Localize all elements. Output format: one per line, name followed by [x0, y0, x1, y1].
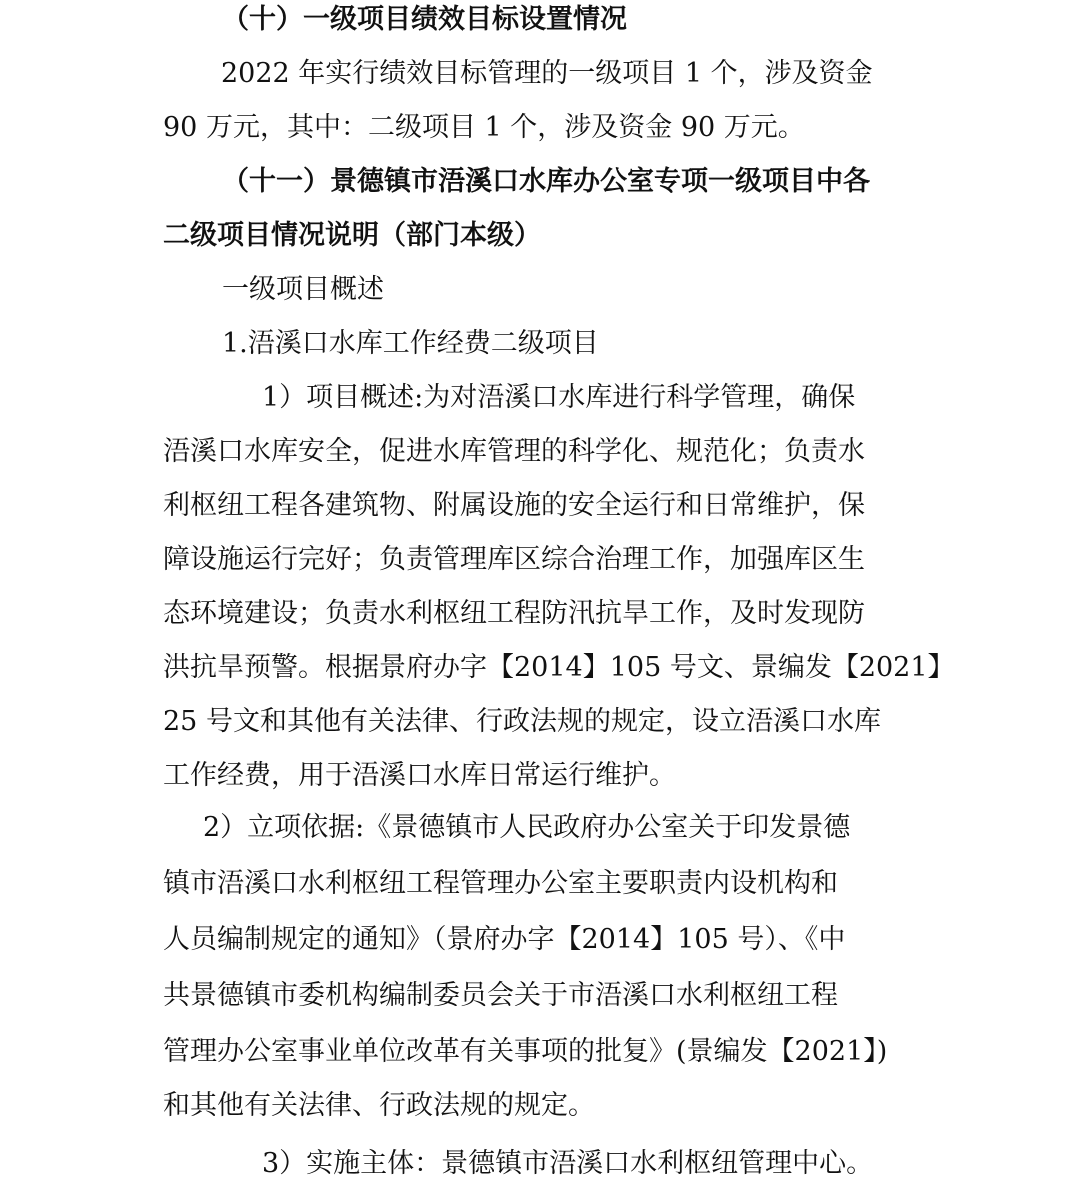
paragraph-line: 1）项目概述:为对浯溪口水库进行科学管理，确保	[262, 382, 856, 413]
paragraph-line: 管理办公室事业单位改革有关事项的批复》(景编发【2021】)	[163, 1036, 888, 1067]
section-heading-11-cont: 二级项目情况说明（部门本级）	[163, 220, 541, 251]
paragraph-line: 工作经费，用于浯溪口水库日常运行维护。	[163, 760, 676, 791]
paragraph-line: 和其他有关法律、行政法规的规定。	[163, 1090, 595, 1121]
paragraph-line: 洪抗旱预警。根据景府办字【2014】105 号文、景编发【2021】	[163, 652, 955, 683]
subheading-project-1: 1.浯溪口水库工作经费二级项目	[222, 328, 599, 359]
paragraph-line: 镇市浯溪口水利枢纽工程管理办公室主要职责内设机构和	[163, 868, 838, 899]
paragraph-line: 90 万元，其中：二级项目 1 个，涉及资金 90 万元。	[163, 112, 805, 143]
paragraph-line: 人员编制规定的通知》（景府办字【2014】105 号）、《中	[163, 924, 846, 955]
paragraph-line: 障设施运行完好；负责管理库区综合治理工作，加强库区生	[163, 544, 865, 575]
subheading-overview: 一级项目概述	[222, 274, 384, 305]
paragraph-line: 态环境建设；负责水利枢纽工程防汛抗旱工作，及时发现防	[163, 598, 865, 629]
paragraph-line: 25 号文和其他有关法律、行政法规的规定，设立浯溪口水库	[163, 706, 881, 737]
paragraph-line: 3）实施主体：景德镇市浯溪口水利枢纽管理中心。	[262, 1148, 874, 1179]
paragraph-line: 2）立项依据:《景德镇市人民政府办公室关于印发景德	[203, 812, 851, 843]
paragraph-line: 共景德镇市委机构编制委员会关于市浯溪口水利枢纽工程	[163, 980, 838, 1011]
paragraph-line: 浯溪口水库安全，促进水库管理的科学化、规范化；负责水	[163, 436, 865, 467]
section-heading-10: （十）一级项目绩效目标设置情况	[222, 4, 627, 35]
paragraph-line: 2022 年实行绩效目标管理的一级项目 1 个，涉及资金	[221, 58, 873, 89]
section-heading-11: （十一）景德镇市浯溪口水库办公室专项一级项目中各	[222, 166, 870, 197]
paragraph-line: 利枢纽工程各建筑物、附属设施的安全运行和日常维护，保	[163, 490, 865, 521]
